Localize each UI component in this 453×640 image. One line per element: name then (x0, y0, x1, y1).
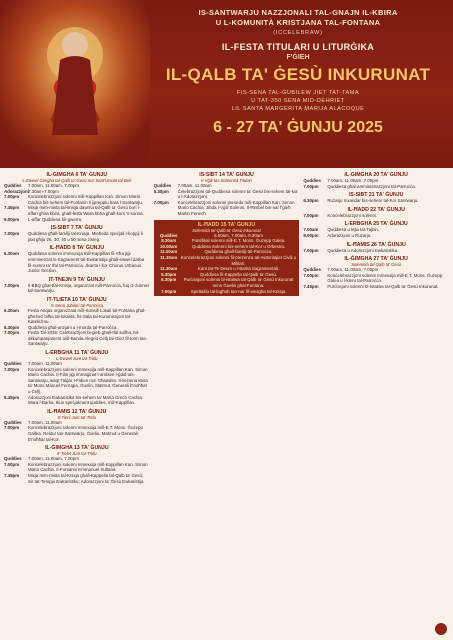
schedule-time: 6.30am (4, 307, 19, 313)
schedule-description: 7.00am, 11.00am, 7.00pm (28, 183, 79, 188)
honour-line: F'ĠIEH (286, 54, 310, 61)
programme-day (303, 256, 449, 289)
programme-day (4, 350, 150, 406)
schedule-row (4, 395, 150, 406)
schedule-description: Pontifikal solenni mill-E.T. Mons. Ġużepp Galea. (191, 238, 286, 244)
schedule-row (4, 330, 150, 347)
schedule-description: Quddiesa Solenni bis-sehem tal-Kor u Orkestra. (191, 243, 286, 249)
programme-day (303, 221, 449, 238)
day-heading: IL-ĠIMGHA 20 TA' ĠUNJU (344, 172, 408, 178)
schedule-row (154, 189, 300, 200)
schedule-time: 7.00pm (4, 425, 20, 431)
day-heading: IL-ĠIMGHA 27 TA' ĠUNJU (344, 256, 408, 263)
organisation-line-1: IS-SANTWARJU NAZZJONALI TAL-GNAJN IL-KBIRA (198, 8, 398, 17)
day-note: It-Tielet Jum tat-Tridu (57, 451, 97, 457)
schedule-description: Quddiesa għall-familji tal-Knisja. Mieħeda speċjali l-koppji li jaxt għiju 25, 30, 40 u 50 sena żwieġ. (28, 231, 143, 242)
schedule-description: Purċissjoni solenni bl-istatwa tal-Qalb ta' Ġesù Inkurunat minn Ġuelin ghal-Fontana. (183, 277, 294, 288)
day-heading: IL-ĦAMIS 26 TA' ĠUNJU (346, 241, 406, 248)
day-note: L-Ewwel Ġimgha tal-Qalb ta' Ġesù ma' Sant'Ursula tal-Belt (22, 178, 132, 183)
schedule-row (4, 251, 150, 273)
schedule-description: 7.00am, 11.00am, 7.00pm (327, 267, 379, 273)
schedule-description: Konċelebrazzjoni solenni mmexxija mill-E.T. Mons. Ġużepp Galea u l-kleru tal-Parroċċa. (327, 272, 443, 284)
schedule-description: Konċelebrazzjoni solenni presedu mill-Kappillan Kan. Simon Mario Cachia. Jibda l-Vġili Solenni, Il-Ħimbel bin-nar f'ġieħ Martin Fenech. (177, 199, 295, 216)
subtitle-line-1: FIS-SENA TAL-ĠUBILEW JIET TAT-TAMA (236, 90, 360, 96)
schedule-description: Konċelebrazzjoni solenni. (327, 212, 378, 218)
schedule-row (4, 231, 150, 242)
poster-title: IL-QALB TA' ĠESÙ INKURUNAT (165, 65, 431, 84)
schedule-description: Quddiesa fil-Kappella tal-Qalb ta' Ġesù. (200, 271, 277, 277)
schedule-row (157, 277, 297, 288)
schedule-description: Spettaklu tal-logħob tan-nar fil-wesgħa tal-Knisja. (190, 288, 287, 294)
programme-column-2 (154, 172, 300, 634)
schedule-row (157, 255, 297, 266)
programme-day (303, 242, 449, 254)
schedule-row (303, 198, 449, 204)
schedule-time: Quddies (4, 456, 22, 462)
schedule-time: Quddies (4, 361, 22, 367)
programme-columns (4, 172, 449, 634)
schedule-time: 6.30pm (303, 198, 319, 204)
schedule-time: 10.00am (160, 243, 178, 249)
programme-day (303, 172, 449, 189)
programme-day (4, 225, 150, 242)
schedule-time: 6.30am (4, 251, 19, 257)
day-heading: IL-ĠIMGHA 13 TA' ĠUNJU (45, 445, 109, 452)
schedule-time: 11.15am (160, 254, 178, 260)
organisation-line-2: U L-KOMUNITÀ KRISTJANA TAL-FONTANA (215, 18, 381, 27)
programme-day (154, 220, 300, 297)
schedule-time: 8.45pm (4, 394, 20, 400)
schedule-description: L-affar Quddiesa bil-gwerra. (28, 216, 83, 222)
schedule-row (4, 425, 150, 442)
day-heading: IL-ĦADD 22 TA' ĠUNJU (347, 206, 405, 213)
programme-day (4, 409, 150, 442)
schedule-time: 7.00pm (303, 272, 319, 278)
sacred-heart-artwork (0, 0, 150, 168)
schedule-description: 7.00am, 11.00am (28, 361, 62, 367)
schedule-row (303, 184, 449, 190)
day-heading: IL-ĦAMIS 12 TA' ĠUNJU (47, 408, 107, 415)
schedule-description: Rużarju mxandar bis-sehem tal-Kor Santwarju. (327, 198, 419, 204)
day-heading: L-ERBGHA 25 TA' ĠUNJU (344, 221, 408, 228)
day-note: Is-Sena Jubilari tal-Parroċċa (50, 302, 104, 308)
schedule-description: Quddiesa u Adorazzjoni Ewkaristika. (327, 247, 399, 253)
day-note: L-Ewwel Jum tat-Tridu (56, 356, 98, 362)
subtitle-line-3: LIL SANTA MARGERITA MARIJA ALACOQUE (231, 106, 365, 112)
schedule-description: Konċelebrazzjoni solenni mmexxija mill-E.T. Mons. Ġużepp Gallea. Rektur tas-Santwarju, Ġuelin, Matmut u Ġenerali b'noħħat tal-Kor. (28, 425, 143, 442)
schedule-description: Konċelebrazzjoni solenni mmexxija mill-Kappillan Kan. Simon Mario Cachia. Il-Film jiġi immaġinat l-ambien l-ġdid tas-Santwarju, waqt Talġar I-Fidien ma' Għawdex. Il-lieżiena kbira ta' Mons Manuel Ferrugia, Ġuelin, Matmut, Ġenerali b'noħħat u Ċellj. (28, 366, 148, 395)
schedule-time: Adorazzjoni (4, 188, 29, 194)
schedule-description: 7.00am, 11.00am (177, 183, 212, 188)
programme-column-1 (4, 172, 150, 634)
day-note: It-Tieni Jum tat-Tridu (57, 414, 96, 420)
schedule-time: 7.00am (303, 227, 319, 233)
schedule-time: 7.00pm (153, 199, 169, 205)
schedule-description: Quddiesa ghal-amministrazzjoni tal-Parroċċa. (327, 183, 416, 189)
schedule-time: 8.30am (161, 238, 177, 244)
schedule-time: 5.30pm (161, 271, 177, 277)
schedule-time: Quddies (303, 267, 321, 273)
day-heading: IL-ĠIMGHA 6 TA' ĠUNJU (46, 172, 108, 178)
schedule-time: Quddies (4, 419, 22, 425)
schedule-description: 7.00am, 11.00am, 7.00pm (28, 456, 79, 462)
programme-day (4, 297, 150, 347)
programme-day (4, 445, 150, 484)
schedule-time: 7.00pm (4, 366, 20, 372)
day-note: Solennità tal-Qalb ta' Ġesù Inkurunat (192, 227, 261, 233)
schedule-description: 7.00am, 11.00am, 7.00pm (327, 178, 379, 183)
schedule-time: 9.00pm (4, 216, 20, 222)
day-heading: IT-TNEJN 9 TA' ĠUNJU (48, 276, 105, 283)
festival-heading: IL-FESTA TITULARI U LITURĠIKA (221, 42, 375, 52)
schedule-row (303, 213, 449, 219)
schedule-row (4, 462, 150, 473)
parish-logo-icon (435, 623, 447, 635)
programme-day (154, 172, 300, 217)
day-heading: IS-SIBT 21 TA' ĠUNJU (348, 192, 404, 199)
poster-header (0, 0, 453, 168)
schedule-description: Mixja mim-mista tal-knisja dawrna tal-Qalb ta' Ġesù bori l-affari għira kbira, ghall-festa Wara bbha ghall-kors 's-sunna. (28, 205, 144, 216)
schedule-row (4, 367, 150, 395)
schedule-time: 7.45pm (4, 472, 20, 478)
schedule-row (303, 284, 449, 290)
schedule-time: 7.45pm (303, 283, 319, 289)
established-note: (ICCELEBRAW) (273, 30, 323, 36)
schedule-time: 7.00pm (303, 212, 319, 218)
programme-day (4, 277, 150, 294)
festival-dates: 6 - 27 TA' ĠUNJU 2025 (213, 119, 383, 136)
schedule-row (4, 194, 150, 205)
schedule-time: 7.00pm (303, 247, 319, 253)
schedule-row (4, 217, 150, 223)
day-heading: IS-SIBT 7 TA' ĠUNJU (51, 225, 103, 232)
schedule-time: 7.00pm (161, 288, 177, 294)
schedule-row (303, 248, 449, 254)
schedule-description: Ċelebrazzjoni tal-Quddiesa solenni ta' Ġesù bis-sehem tal-kor u l-Adorazzjoni. (177, 188, 298, 200)
schedule-time: 11.00am (160, 249, 178, 255)
programme-day (303, 192, 449, 204)
programme-day (4, 245, 150, 273)
schedule-time: 7.00pm (303, 183, 319, 189)
schedule-row (154, 200, 300, 217)
schedule-row (4, 205, 150, 216)
schedule-description: Adorazzjoni u Rużarju. (327, 232, 372, 238)
day-heading: IL-ĦADD 8 TA' ĠUNJU (49, 245, 105, 252)
programme-column-3 (303, 172, 449, 634)
schedule-description: Kant tat-Te Deum u l-Barka Sagramentali. (197, 266, 280, 272)
day-note: Solennità tal-Qalb ta' Ġesù (351, 262, 402, 268)
schedule-description: Il-BBQ ghal-tfal-Knisja, organizzat mill-Parroċċa, fuq iż-żunnier tal-Santwarju. (28, 282, 150, 294)
schedule-description: Konċelebrazzjoni solenni fil-preżenza tal-Awtoritajiet Ċivili u Militari. (180, 254, 297, 266)
schedule-time: 6.30pm (161, 277, 177, 283)
programme-day (4, 172, 150, 222)
schedule-time: Quddies (159, 232, 178, 238)
schedule-description: Quddiesa u lejla tat-Tajbin. (327, 227, 380, 233)
schedule-time: 7.00pm (4, 330, 20, 336)
programme-day (303, 207, 449, 219)
schedule-description: Purċissjoni solenni bl-Istatwa tal-Qalb ta' Ġesù Inkurunat. (327, 283, 439, 289)
schedule-row (4, 283, 150, 294)
schedule-description: 7.00am, 11.00am (28, 419, 62, 425)
schedule-description: 6.00am, 7.00am, 8.30am (214, 232, 263, 238)
schedule-row (4, 473, 150, 484)
schedule-time: Quddies (303, 178, 321, 183)
schedule-time: Quddies (153, 183, 172, 188)
schedule-description: Quddiesa solenni immexxija mill-Kappillan fil-Sfra jiġi emminenzat is-Sagrament tal-Ewkaristija ghall-ewwel darba fil-numru ta' tfal tal-Parroċċa. Jkanta l-kor Chorus Urbanus Junior Section. (28, 251, 145, 274)
day-heading: IS-SIBT 14 TA' ĠUNJU (199, 172, 254, 178)
schedule-time: 7.00pm (4, 461, 20, 467)
schedule-time: 7.45pm (4, 205, 20, 211)
schedule-time: 11.30am (160, 266, 178, 272)
schedule-time: Quddies (4, 183, 22, 188)
day-heading: IT-TLIETA 10 TA' ĠUNJU (47, 296, 107, 303)
schedule-description: Konċelebrazzjoni solenni mill-Kappillan Kan. Simon Mario Cachia bis-sehem tal-Fontanin li jiprepplu bara l-Santwarju. (28, 194, 143, 205)
schedule-description: Quddiesa ghall-familji tal-Parroċċa. (204, 249, 273, 255)
schedule-description: Quddiesa għal-anzjani u l-morda tal-Parroċċa. (28, 324, 118, 330)
schedule-row (303, 273, 449, 284)
day-note: Il-Vġili tas-Solennità Titulari (201, 178, 252, 183)
schedule-description: 7.30am-7.00pm (28, 188, 59, 194)
day-heading: L-ERBGHA 11 TA' ĠUNJU (45, 350, 109, 357)
schedule-description: Festa Tal-2025: Ċelebrazzjoni bi-ġieb ghall-tfal kollha, bil-akkumpanjament mill-Banda Alegrio Cellj tal-Gleż fil-tonn tas-Santwarju. (28, 330, 148, 347)
subtitle-line-2: U TAT-350 SENA MID-DEHRIET (251, 98, 345, 104)
schedule-description: Adorazzjoni Ewkaristika bis-sehem ta' Maria Grech Cachia. Wara l-Barka, tkun speċjalment quddies, mill-Kappillan. (28, 394, 144, 406)
schedule-time: 6.30pm (153, 188, 169, 194)
schedule-description: Mixja mim-mista tal-Knisja ghall-Kappella tal-Qalb ta' Ġesù; Sir tat-Tempju Ewkaristiku; Adorazzjoni ta' Ġesù Ewkaristija. (28, 472, 145, 484)
schedule-time: 6.30pm (4, 324, 20, 330)
schedule-description: Festa Anqas organizzata mill-Kunsill Lokali tal-Fontana għal-għeżież bilħa tal-lokalità, fis-Sala tal-Kummissjoni tal-Katekiżmu. (28, 307, 146, 325)
schedule-row (303, 233, 449, 239)
schedule-time: 7.00pm (4, 282, 20, 288)
schedule-description: Konċelebrazzjoni solenni mmexxija mill-Kappillan Kan. Simon Mario Cachia. Il-Fontanin Emmanuel Sultana. (28, 461, 148, 473)
schedule-row (157, 289, 297, 295)
schedule-time: 8.00pm (303, 232, 319, 238)
schedule-row (4, 308, 150, 325)
schedule-time: 7.00pm (4, 194, 20, 200)
schedule-time: 7.00pm (4, 231, 20, 237)
day-heading: IL-ĦADD 15 TA' ĠUNJU (197, 221, 256, 228)
